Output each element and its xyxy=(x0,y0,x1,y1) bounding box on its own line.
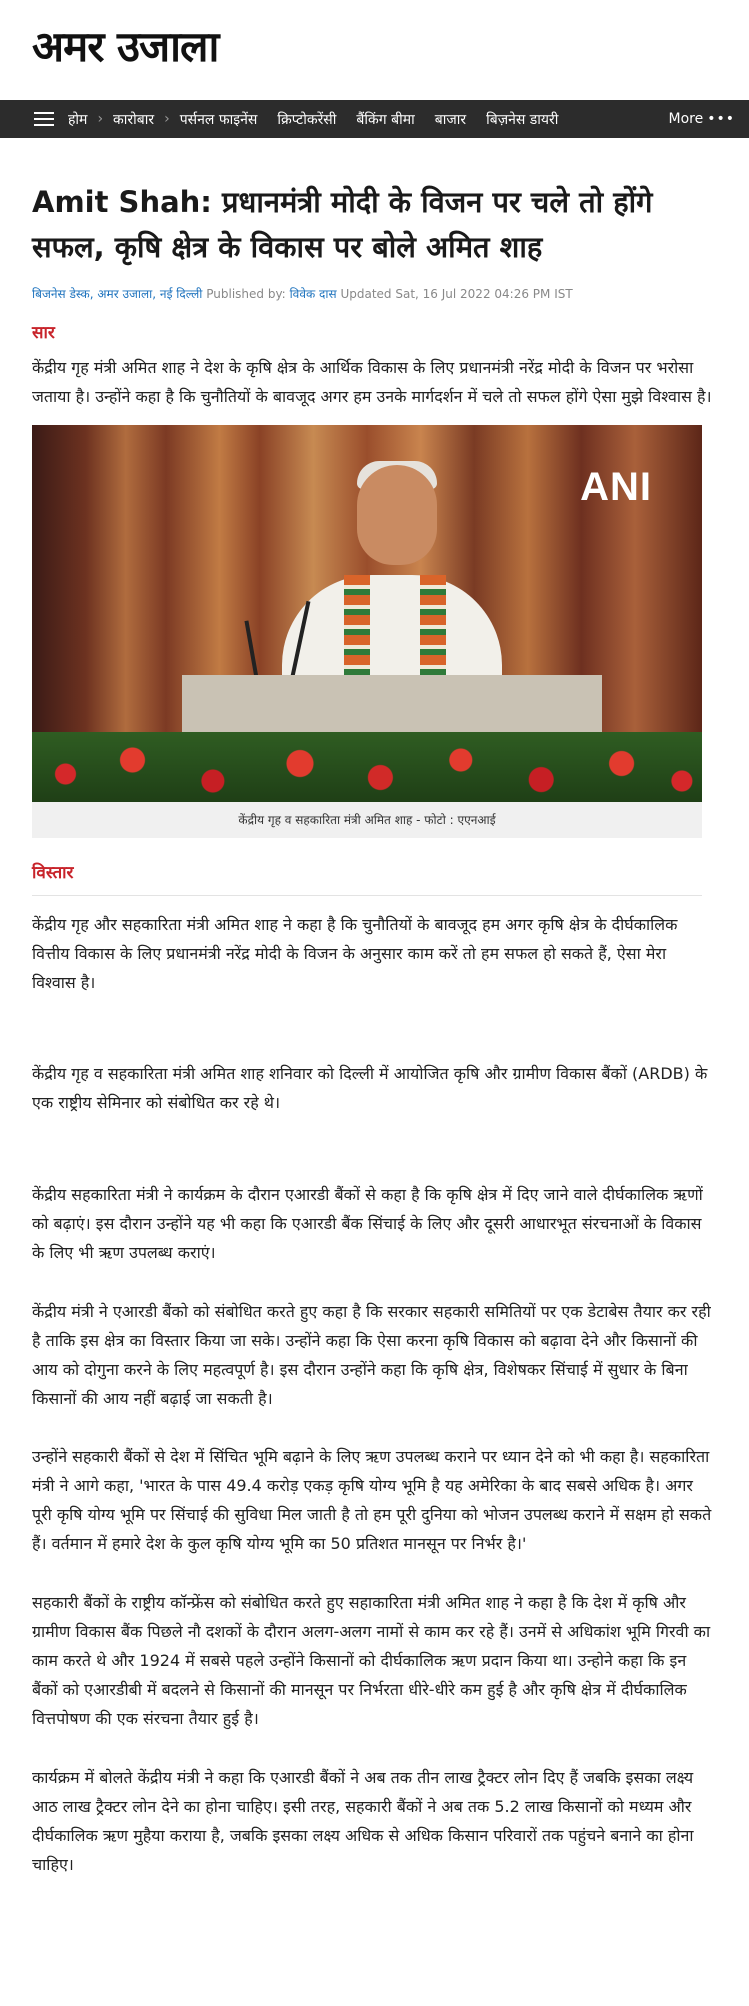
ani-watermark: ANI xyxy=(580,465,652,509)
article-paragraph: केंद्रीय सहकारिता मंत्री ने कार्यक्रम के दौरान एआरडी बैंकों से कहा है कि कृषि क्षेत्र में दिए जाने वाले दीर्घकालिक ऋणों को बढ़ाएं। इस दौरान उन्होंने यह भी कहा कि एआरडी बैंक सिंचाई के लिए और दूसरी आधारभूत संरचनाओं के विकास के लिए भी ऋण उपलब्ध कराएं। xyxy=(32,1185,703,1262)
nav-item-business[interactable]: कारोबार xyxy=(113,111,155,128)
site-header xyxy=(0,0,749,100)
detail-label: विस्तार xyxy=(32,860,702,896)
nav-more-label: More xyxy=(668,111,704,127)
article-paragraph: कार्यक्रम में बोलते केंद्रीय मंत्री ने कहा कि एआरडी बैंकों ने अब तक तीन लाख ट्रैक्टर लोन दिए हैं जबकि इसका लक्ष्य आठ लाख ट्रैक्टर लोन देने का होना चाहिए। इसी तरह, सहकारी बैंकों ने अब तक 5.2 लाख किसानों को मध्यम और दीर्घकालिक ऋण मुहैया कराया है, जबकि इसका लक्ष्य अधिक से अधिक किसान परिवारों तक पहुंचने बनाने का होना चाहिए। xyxy=(32,1768,694,1874)
nav-item-cryptocurrency[interactable]: क्रिप्टोकरेंसी xyxy=(277,111,337,128)
article-summary: केंद्रीय गृह मंत्री अमित शाह ने देश के कृषि क्षेत्र के आर्थिक विकास के लिए प्रधानमंत्री नरेंद्र मोदी के विजन पर भरोसा जताया है। उन्होंने कहा है कि चुनौतियों के बावजूद अगर हम उनके मार्गदर्शन में चले तो सफल होंगे ऐसा मुझे विश्वास है। xyxy=(32,358,712,406)
byline-desk[interactable]: बिजनेस डेस्क, अमर उजाला, नई दिल्ली xyxy=(32,287,203,301)
byline-author[interactable]: विवेक दास xyxy=(289,287,337,301)
byline-published-label: Published by: xyxy=(206,287,286,301)
more-dots-icon: ••• xyxy=(707,111,735,127)
article-photo[interactable] xyxy=(32,425,702,802)
nav-item-personal-finance[interactable]: पर्सनल फाइनेंस xyxy=(179,111,258,128)
nav-item-market[interactable]: बाजार xyxy=(434,111,467,128)
nav-item-home[interactable]: होम xyxy=(68,111,88,128)
article xyxy=(0,138,749,1879)
article-paragraph: उन्होंने सहकारी बैंकों से देश में सिंचित भूमि बढ़ाने के लिए ऋण उपलब्ध कराने पर ध्यान देने को भी कहा है। सहकारिता मंत्री ने आगे कहा, 'भारत के पास 49.4 करोड़ एकड़ कृषि योग्य भूमि है यह अमेरिका के बाद सबसे अधिक है। अगर पूरी कृषि योग्य भूमि पर सिंचाई की सुविधा मिल जाती है तो हम पूरी दुनिया को भोजन उपलब्ध कराने में सक्षम हो सकते हैं। वर्तमान में हमारे देश के कुल कृषि योग्य भूमि का 50 प्रतिशत मानसून पर निर्भर है।' xyxy=(32,1447,712,1553)
article-paragraph: केंद्रीय मंत्री ने एआरडी बैंको को संबोधित करते हुए कहा है कि सरकार सहकारी समितियों पर एक डेटाबेस तैयार कर रही है ताकि इस क्षेत्र का विस्तार किया जा सके। उन्होंने कहा कि ऐसा करना कृषि विकास को बढ़ावा देने और किसानों की आय को दोगुना करने के लिए महत्वपूर्ण है। इस दौरान उन्होंने कहा कि कृषि क्षेत्र, विशेषकर सिंचाई में सुधार के बिना किसानों की आय नहीं बढ़ाई जा सकती है। xyxy=(32,1302,711,1408)
article-paragraph: केंद्रीय गृह व सहकारिता मंत्री अमित शाह शनिवार को दिल्ली में आयोजित कृषि और ग्रामीण विकास बैंकों (ARDB) के एक राष्ट्रीय सेमिनार को संबोधित कर रहे थे। xyxy=(32,1064,708,1112)
breadcrumb-chevron-icon: › xyxy=(97,111,104,127)
breadcrumb-chevron-icon: › xyxy=(164,111,170,127)
article-byline xyxy=(32,286,719,302)
nav-more-button[interactable] xyxy=(669,111,736,127)
nav-item-banking-insurance[interactable]: बैंकिंग बीमा xyxy=(356,111,415,128)
menu-icon[interactable] xyxy=(34,112,54,126)
byline-updated: Updated Sat, 16 Jul 2022 04:26 PM IST xyxy=(340,287,573,301)
summary-label: सार xyxy=(32,323,55,343)
nav-item-business-diary[interactable]: बिज़नेस डायरी xyxy=(486,111,559,128)
photo-caption: केंद्रीय गृह व सहकारिता मंत्री अमित शाह - फोटो : एएनआई xyxy=(32,802,702,838)
article-paragraph: केंद्रीय गृह और सहकारिता मंत्री अमित शाह ने कहा है कि चुनौतियों के बावजूद हम अगर कृषि क्षेत्र के दीर्घकालिक वित्तीय विकास के लिए प्रधानमंत्री नरेंद्र मोदी के विजन के अनुसार काम करें तो हम सफल हो सकते हैं, ऐसा मेरा विश्वास है। xyxy=(32,915,678,992)
main-nav xyxy=(0,100,749,138)
site-logo[interactable]: अमर उजाला xyxy=(32,22,219,71)
article-figure xyxy=(32,425,702,838)
article-headline: Amit Shah: प्रधानमंत्री मोदी के विजन पर चले तो होंगे सफल, कृषि क्षेत्र के विकास पर बोले अमित शाह xyxy=(32,185,653,264)
article-paragraph: सहकारी बैंकों के राष्ट्रीय कॉन्फ्रेंस को संबोधित करते हुए सहाकारिता मंत्री अमित शाह ने कहा है कि देश में कृषि और ग्रामीण विकास बैंक पिछले नौ दशकों के दौरान अलग-अलग नामों से काम कर रहे हैं। उनमें से अधिकांश भूमि गिरवी का काम करते थे और 1924 में सबसे पहले उन्होंने किसानों को दीर्घकालिक ऋण प्रदान किया था। उन्होने कहा कि इन बैंकों को एआरडीबी में बदलने से किसानों की मानसून पर निर्भरता धीरे-धीरे कम हुई है और कृषि क्षेत्र में दीर्घकालिक वित्तपोषण की एक संरचना तैयार हुई है। xyxy=(32,1593,711,1728)
